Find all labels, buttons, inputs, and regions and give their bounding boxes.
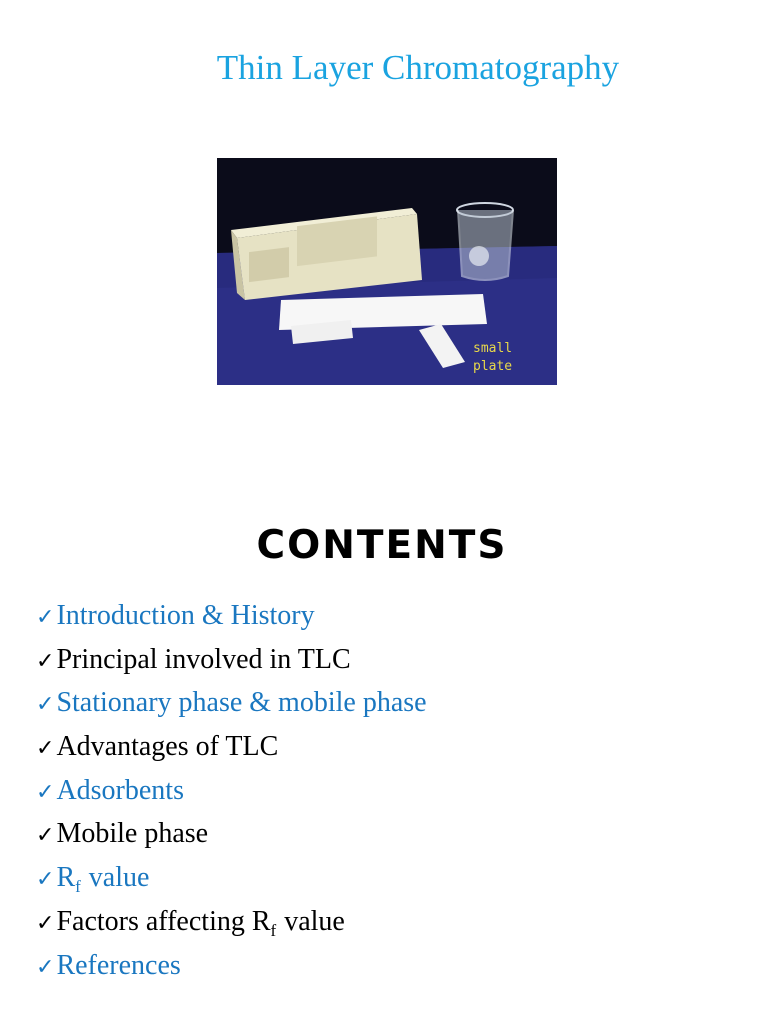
list-item-adsorbents: ✓Adsorbents bbox=[36, 774, 184, 806]
caption-line-1: small bbox=[473, 341, 513, 356]
tlc-photo bbox=[217, 158, 557, 385]
check-icon: ✓ bbox=[36, 736, 55, 762]
check-icon: ✓ bbox=[36, 779, 55, 805]
check-icon: ✓ bbox=[36, 867, 55, 893]
check-icon: ✓ bbox=[36, 648, 55, 674]
list-item-factors: ✓Factors affecting $R_f$ value bbox=[36, 905, 345, 940]
tlc-photo-illustration bbox=[217, 158, 557, 385]
check-icon: ✓ bbox=[36, 605, 55, 630]
check-icon: ✓ bbox=[36, 692, 55, 718]
list-item-principal: ✓Principal involved in TLC bbox=[36, 643, 351, 675]
check-icon: ✓ bbox=[36, 823, 55, 849]
page-title: Thin Layer Chromatography bbox=[216, 48, 620, 87]
contents-list bbox=[36, 594, 427, 987]
list-item-mobile-phase: ✓Mobile phase bbox=[36, 818, 209, 850]
check-icon: ✓ bbox=[36, 910, 55, 936]
contents-heading: CONTENTS bbox=[256, 523, 508, 568]
check-icon: ✓ bbox=[36, 954, 55, 980]
list-item-references: ✓References bbox=[36, 949, 181, 981]
list-item-phases: ✓Stationary phase & mobile phase bbox=[36, 687, 427, 719]
list-item-introduction: ✓Introduction & History bbox=[36, 600, 315, 631]
caption-line-2: plate bbox=[473, 359, 513, 374]
list-item-rf-value: $✓R_f$ value bbox=[36, 862, 150, 897]
list-item-advantages: ✓Advantages of TLC bbox=[36, 731, 279, 763]
